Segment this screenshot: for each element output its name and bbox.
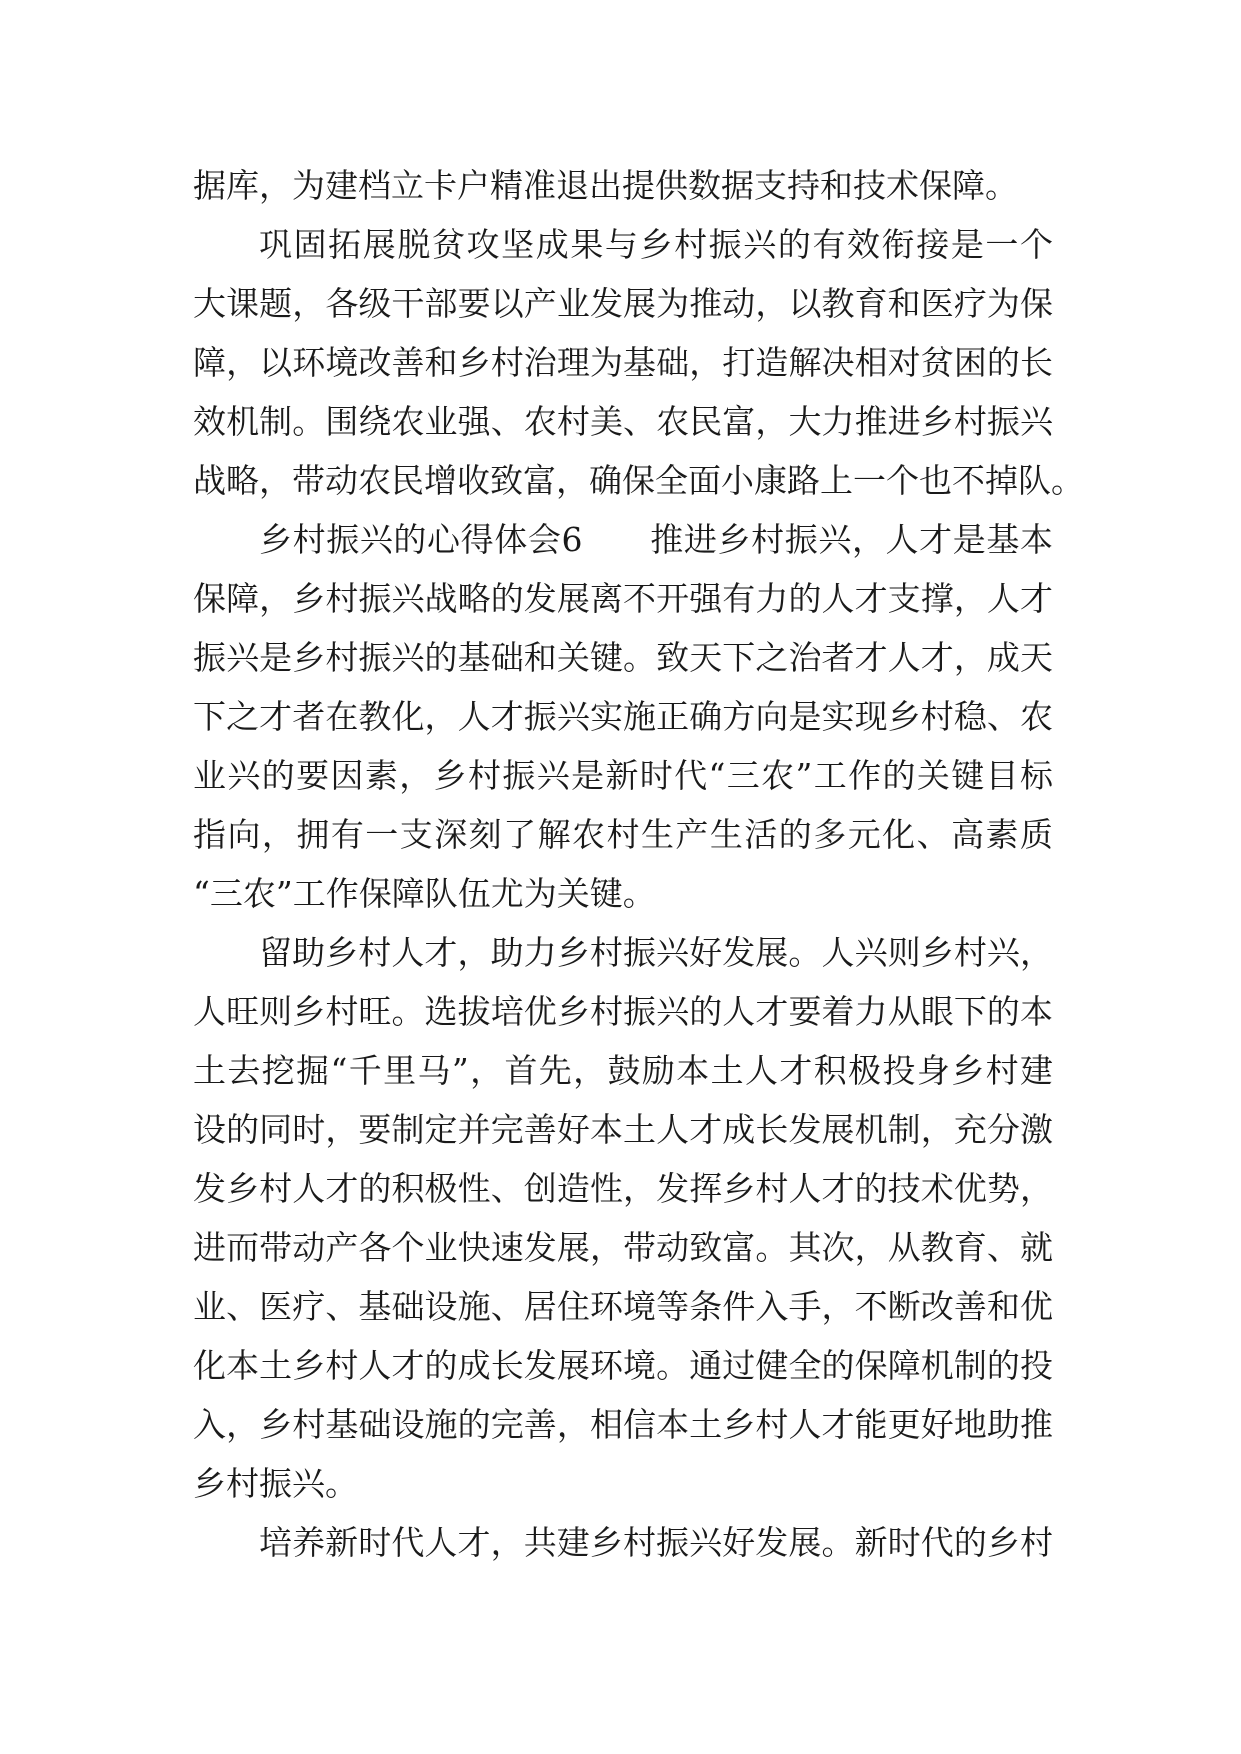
text-line: 据库，为建档立卡户精准退出提供数据支持和技术保障。 — [193, 166, 1018, 205]
text-line: 化本土乡村人才的成长发展环境。通过健全的保障机制的投 — [193, 1346, 1053, 1385]
document-body — [193, 156, 1084, 1572]
text-line: 入，乡村基础设施的完善，相信本土乡村人才能更好地助推 — [193, 1405, 1053, 1444]
text-line: 大课题，各级干部要以产业发展为推动，以教育和医疗为保 — [193, 284, 1053, 323]
text-line: 设的同时，要制定并完善好本土人才成长发展机制，充分激 — [193, 1110, 1053, 1149]
text-line: 留助乡村人才，助力乡村振兴好发展。人兴则乡村兴， — [259, 933, 1053, 972]
text-line: 业、医疗、基础设施、居住环境等条件入手，不断改善和优 — [193, 1287, 1053, 1326]
text-line: 进而带动产各个业快速发展，带动致富。其次，从教育、就 — [193, 1228, 1053, 1267]
text-line: 土去挖掘“千里马”，首先，鼓励本土人才积极投身乡村建 — [193, 1051, 1053, 1090]
text-line: 培养新时代人才，共建乡村振兴好发展。新时代的乡村 — [259, 1523, 1053, 1562]
text-line: 下之才者在教化，人才振兴实施正确方向是实现乡村稳、农 — [193, 697, 1053, 736]
text-line: 人旺则乡村旺。选拔培优乡村振兴的人才要着力从眼下的本 — [193, 992, 1053, 1031]
text-line: 战略，带动农民增收致富，确保全面小康路上一个也不掉队。 — [193, 461, 1084, 500]
text-line: 振兴是乡村振兴的基础和关键。致天下之治者才人才，成天 — [193, 638, 1053, 677]
text-line: 乡村振兴的心得体会6 推进乡村振兴，人才是基本 — [259, 520, 1053, 559]
text-line: 指向，拥有一支深刻了解农村生产生活的多元化、高素质 — [193, 815, 1053, 854]
text-line: “三农”工作保障队伍尤为关键。 — [193, 874, 656, 913]
text-line: 障，以环境改善和乡村治理为基础，打造解决相对贫困的长 — [193, 343, 1053, 382]
text-line: 效机制。围绕农业强、农村美、农民富，大力推进乡村振兴 — [193, 402, 1053, 441]
text-line: 业兴的要因素，乡村振兴是新时代“三农”工作的关键目标 — [193, 756, 1053, 795]
text-line: 乡村振兴。 — [193, 1464, 358, 1503]
text-line: 发乡村人才的积极性、创造性，发挥乡村人才的技术优势， — [193, 1169, 1053, 1208]
text-line: 保障，乡村振兴战略的发展离不开强有力的人才支撑，人才 — [193, 579, 1053, 618]
text-line: 巩固拓展脱贫攻坚成果与乡村振兴的有效衔接是一个 — [259, 225, 1053, 264]
